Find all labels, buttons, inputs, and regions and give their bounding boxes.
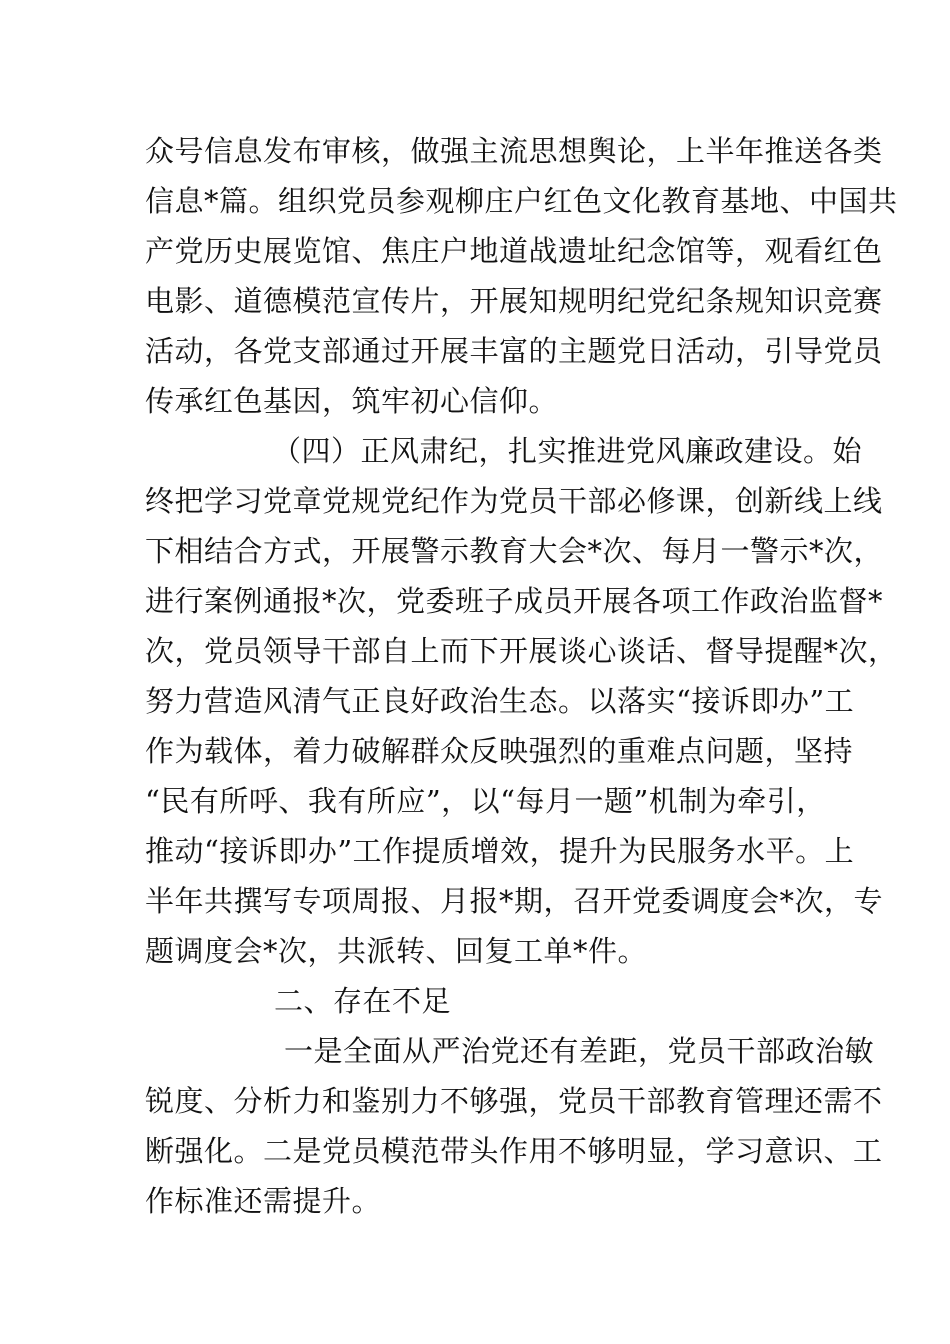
paragraph-1-line-3: 产党历史展览馆、焦庄户地道战遗址纪念馆等，观看红色 <box>145 234 883 268</box>
paragraph-3-line-1: 一是全面从严治党还有差距，党员干部政治敏 <box>284 1034 875 1068</box>
paragraph-2-line-4: 进行案例通报*次，党委班子成员开展各项工作政治监督* <box>145 584 884 618</box>
paragraph-2-line-8: “民有所呼、我有所应”，以“每月一题”机制为牵引， <box>145 784 826 818</box>
paragraph-2-line-3: 下相结合方式，开展警示教育大会*次、每月一警示*次， <box>145 534 884 568</box>
paragraph-2-line-10: 半年共撰写专项周报、月报*期，召开党委调度会*次，专 <box>145 884 884 918</box>
paragraph-2-line-6: 努力营造风清气正良好政治生态。以落实“接诉即办”工 <box>145 684 855 718</box>
paragraph-2-line-9: 推动“接诉即办”工作提质增效，提升为民服务水平。上 <box>145 834 855 868</box>
paragraph-3-line-4: 作标准还需提升。 <box>145 1184 382 1218</box>
paragraph-2-line-5: 次，党员领导干部自上而下开展谈心谈话、督导提醒*次， <box>145 634 898 668</box>
paragraph-2-line-2: 终把学习党章党规党纪作为党员干部必修课，创新线上线 <box>145 484 883 518</box>
paragraph-3-line-3: 断强化。二是党员模范带头作用不够明显，学习意识、工 <box>145 1134 883 1168</box>
paragraph-2-line-7: 作为载体，着力破解群众反映强烈的重难点问题，坚持 <box>145 734 854 768</box>
paragraph-1-line-4: 电影、道德模范宣传片，开展知规明纪党纪条规知识竞赛 <box>145 284 883 318</box>
paragraph-1-line-5: 活动，各党支部通过开展丰富的主题党日活动，引导党员 <box>145 334 883 368</box>
paragraph-1-line-1: 众号信息发布审核，做强主流思想舆论，上半年推送各类 <box>145 134 883 168</box>
paragraph-3-line-2: 锐度、分析力和鉴别力不够强，党员干部教育管理还需不 <box>145 1084 883 1118</box>
paragraph-2-line-11: 题调度会*次，共派转、回复工单*件。 <box>145 934 648 968</box>
section-2-heading: 二、存在不足 <box>274 984 452 1018</box>
paragraph-1-line-6: 传承红色基因，筑牢初心信仰。 <box>145 384 559 418</box>
paragraph-1-line-2: 信息*篇。组织党员参观柳庄户红色文化教育基地、中国共 <box>145 184 898 218</box>
section-4-heading-line: （四）正风肃纪，扎实推进党风廉政建设。始 <box>272 434 863 468</box>
